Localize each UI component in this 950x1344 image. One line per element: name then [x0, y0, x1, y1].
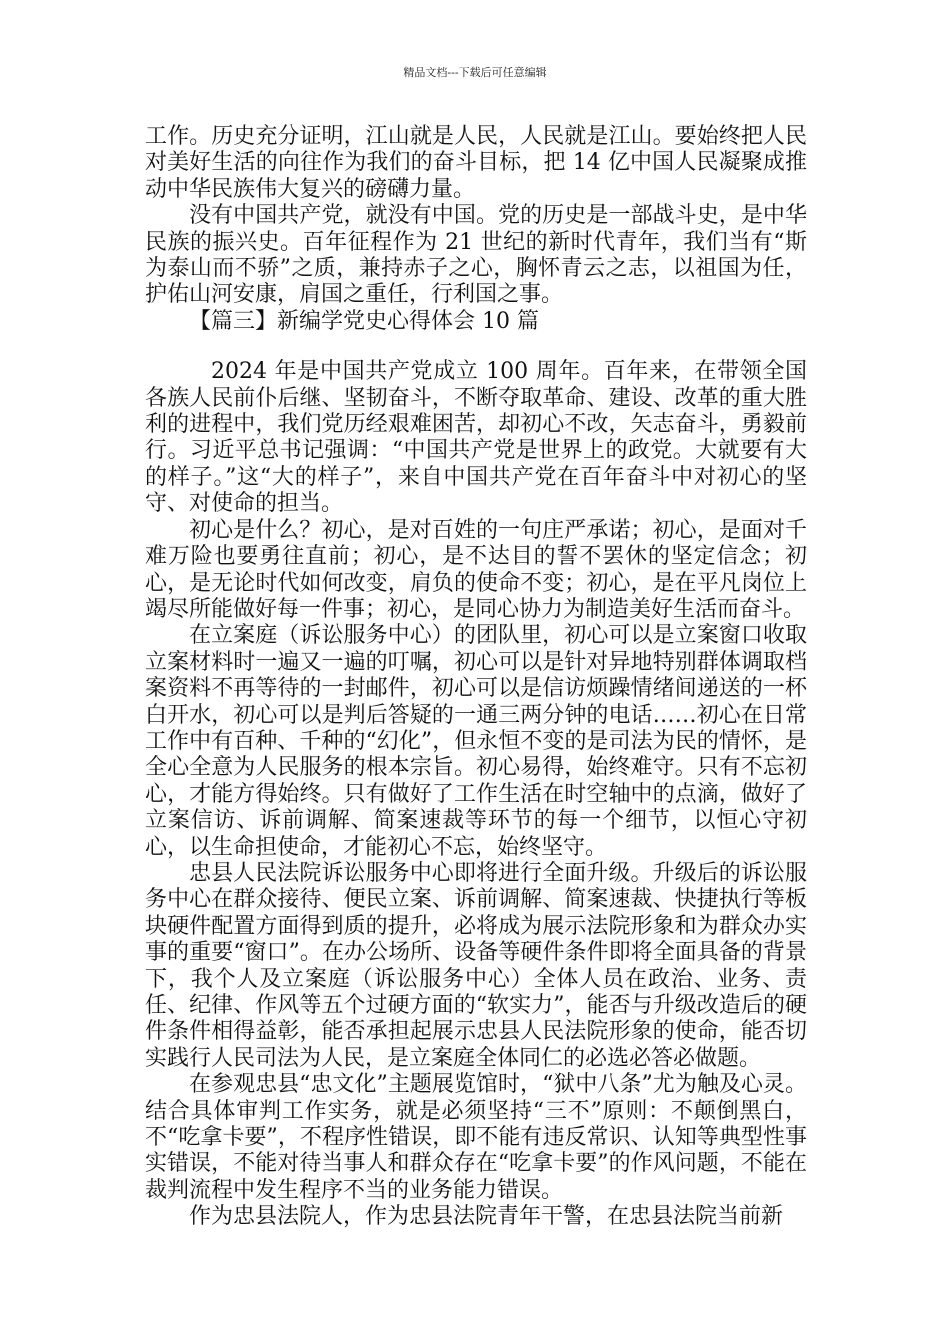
paragraph-continuation: 工作。历史充分证明，江山就是人民，人民就是江山。要始终把人民对美好生活的向往作为我们的奋斗目标，把 14 亿中国人民凝聚成推动中华民族伟大复兴的磅礴力量。: [145, 124, 807, 202]
paragraph: 在参观忠县“忠文化”主题展览馆时，“狱中八条”尤为触及心灵。结合具体审判工作实务，就是必须坚持“三不”原则：不颠倒黑白，不“吃拿卡要”，不程序性错误，即不能有违反常识、认知等典型性事实错误，不能对待当事人和群众存在“吃拿卡要”的作风问题，不能在裁判流程中发生程序不当的业务能力错误。: [145, 1072, 807, 1203]
page-header: 精品文档---下载后可任意编辑: [403, 66, 547, 79]
paragraph: 初心是什么？初心，是对百姓的一句庄严承诺；初心，是面对千难万险也要勇往直前；初心，是不达目的誓不罢休的坚定信念；初心，是无论时代如何改变，肩负的使命不变；初心，是在平凡岗位上竭尽所能做好每一件事；初心，是同心协力为制造美好生活而奋斗。: [145, 517, 807, 622]
paragraph: 忠县人民法院诉讼服务中心即将进行全面升级。升级后的诉讼服务中心在群众接待、便民立案、诉前调解、简案速裁、快捷执行等板块硬件配置方面得到质的提升，必将成为展示法院形象和为群众办实事的重要“窗口”。在办公场所、设备等硬件条件即将全面具备的背景下，我个人及立案庭（诉讼服务中心）全体人员在政治、业务、责任、纪律、作风等五个过硬方面的“软实力”，能否与升级改造后的硬件条件相得益彰，能否承担起展示忠县人民法院形象的使命，能否切实践行人民司法为人民，是立案庭全体同仁的必选必答必做题。: [145, 860, 807, 1071]
document-body: [145, 124, 807, 1231]
paragraph: 没有中国共产党，就没有中国。党的历史是一部战斗史，是中华民族的振兴史。百年征程作为 21 世纪的新时代青年，我们当有“斯为泰山而不骄”之质，兼持赤子之心，胸怀青云之志，以祖国为任，护佑山河安康，肩国之重任，行利国之事。: [145, 203, 807, 308]
paragraph: 作为忠县法院人，作为忠县法院青年干警，在忠县法院当前新: [189, 1204, 784, 1230]
paragraph: 2024 年是中国共产党成立 100 周年。百年来，在带领全国各族人民前仆后继、坚韧奋斗，不断夺取革命、建设、改革的重大胜利的进程中，我们党历经艰难困苦，却初心不改，矢志奋斗，勇毅前行。习近平总书记强调：“中国共产党是世界上的政党。大就要有大的样子。”这“大的样子”，来自中国共产党在百年奋斗中对初心的坚守、对使命的担当。: [145, 359, 807, 517]
section-heading: 【篇三】新编学党史心得体会 10 篇: [189, 308, 539, 334]
paragraph: 在立案庭（诉讼服务中心）的团队里，初心可以是立案窗口收取立案材料时一遍又一遍的叮嘱，初心可以是针对异地特别群体调取档案资料不再等待的一封邮件，初心可以是信访烦躁情绪间递送的一杯白开水，初心可以是判后答疑的一通三两分钟的电话……初心在日常工作中有百种、千种的“幻化”，但永恒不变的是司法为民的情怀，是全心全意为人民服务的根本宗旨。初心易得，始终难守。只有不忘初心，才能方得始终。只有做好了工作生活在时空轴中的点滴，做好了立案信访、诉前调解、简案速裁等环节的每一个细节，以恒心守初心，以生命担使命，才能初心不忘，始终坚守。: [145, 623, 807, 860]
